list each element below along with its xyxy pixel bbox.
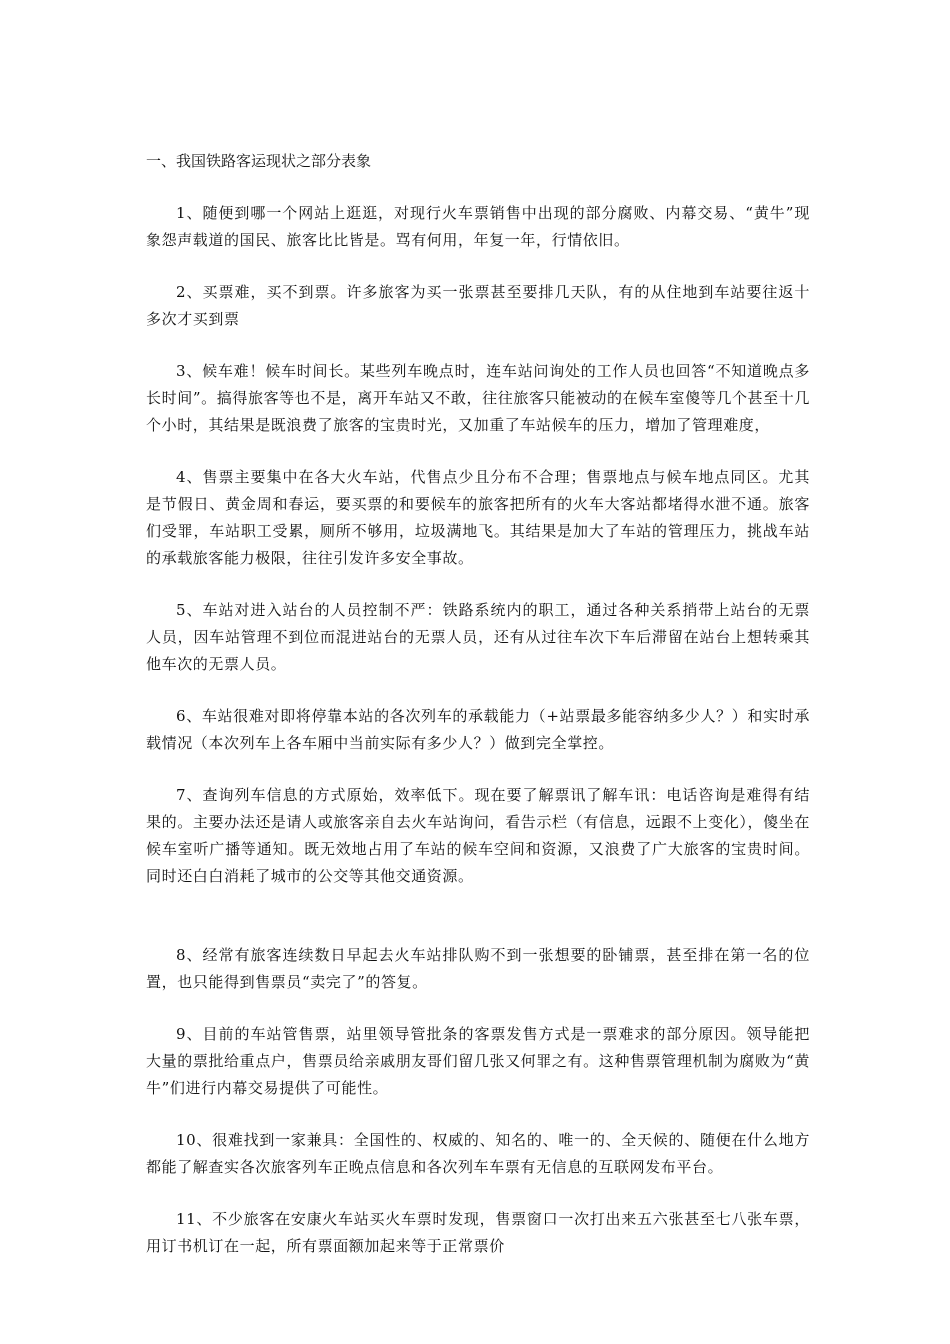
section-heading: 一、我国铁路客运现状之部分表象 — [146, 152, 372, 170]
paragraph-10: 10、很难找到一家兼具：全国性的、权威的、知名的、唯一的、全天候的、随便在什么地方都能了解查实各次旅客列车正晚点信息和各次列车车票有无信息的互联网发布平台。 — [146, 1131, 810, 1176]
paragraph-3: 3、候车难！候车时间长。某些列车晚点时，连车站问询处的工作人员也回答“不知道晚点多长时间”。搞得旅客等也不是，离开车站又不敢，往往旅客只能被动的在候车室傻等几个甚至十几个小时，其结果是既浪费了旅客的宝贵时光，又加重了车站候车的压力，增加了管理难度， — [146, 362, 810, 434]
paragraph-6: 6、车站很难对即将停靠本站的各次列车的承载能力（+站票最多能容纳多少人？）和实时承载情况（本次列车上各车厢中当前实际有多少人？）做到完全掌控。 — [146, 707, 810, 752]
paragraph-2: 2、买票难，买不到票。许多旅客为买一张票甚至要排几天队，有的从住地到车站要往返十多次才买到票 — [146, 283, 810, 328]
paragraph-5: 5、车站对进入站台的人员控制不严：铁路系统内的职工，通过各种关系捎带上站台的无票人员，因车站管理不到位而混进站台的无票人员，还有从过往车次下车后滞留在站台上想转乘其他车次的无票人员。 — [146, 601, 810, 673]
paragraph-1: 1、随便到哪一个网站上逛逛，对现行火车票销售中出现的部分腐败、内幕交易、“黄牛”现象怨声载道的国民、旅客比比皆是。骂有何用，年复一年，行情依旧。 — [146, 204, 810, 249]
document-page — [146, 148, 810, 1285]
paragraph-4: 4、售票主要集中在各大火车站，代售点少且分布不合理；售票地点与候车地点同区。尤其是节假日、黄金周和春运，要买票的和要候车的旅客把所有的火车大客站都堵得水泄不通。旅客们受罪，车站职工受累，厕所不够用，垃圾满地飞。其结果是加大了车站的管理压力，挑战车站的承载旅客能力极限，往往引发许多安全事故。 — [146, 468, 810, 567]
paragraph-11: 11、不少旅客在安康火车站买火车票时发现，售票窗口一次打出来五六张甚至七八张车票，用订书机订在一起，所有票面额加起来等于正常票价 — [146, 1210, 810, 1255]
paragraph-8: 8、经常有旅客连续数日早起去火车站排队购不到一张想要的卧铺票，甚至排在第一名的位置，也只能得到售票员“卖完了”的答复。 — [146, 946, 810, 991]
paragraph-7: 7、查询列车信息的方式原始，效率低下。现在要了解票讯了解车讯：电话咨询是难得有结果的。主要办法还是请人或旅客亲自去火车站询问，看告示栏（有信息，远跟不上变化），傻坐在候车室听广播等通知。既无效地占用了车站的候车空间和资源，又浪费了广大旅客的宝贵时间。同时还白白消耗了城市的公交等其他交通资源。 — [146, 786, 810, 885]
paragraph-9: 9、目前的车站管售票，站里领导管批条的客票发售方式是一票难求的部分原因。领导能把大量的票批给重点户，售票员给亲戚朋友哥们留几张又何罪之有。这种售票管理机制为腐败为“黄牛”们进行内幕交易提供了可能性。 — [146, 1025, 810, 1097]
